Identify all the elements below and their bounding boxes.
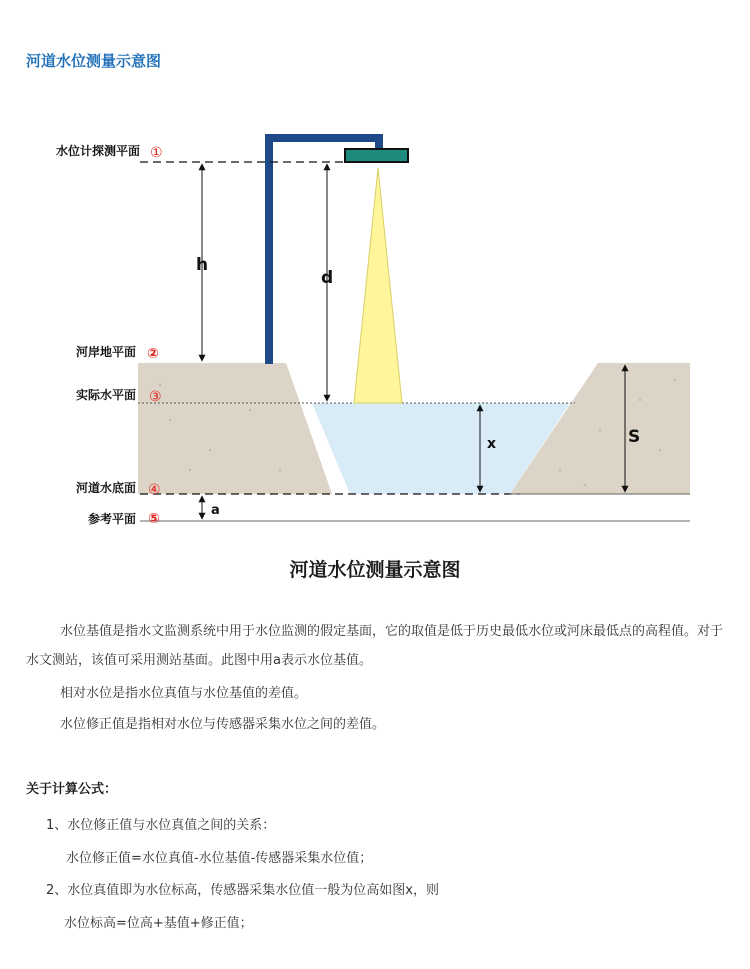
level-num-bank: ②: [147, 346, 159, 362]
paragraph-correction-value: 水位修正值是指相对水位与传感器采集水位之间的差值。: [60, 717, 386, 732]
water-level-sensor: [345, 149, 408, 162]
level-num-reference: ⑤: [148, 511, 160, 527]
level-label-bed: 河道水底面: [75, 481, 136, 495]
level-label-reference: 参考平面: [87, 512, 136, 526]
h-label: h: [196, 255, 209, 275]
a-label: a: [211, 503, 220, 518]
level-label-sensor: 水位计探测平面: [55, 144, 140, 158]
formula-item-1-equation: 水位修正值=水位真值-水位基值-传感器采集水位值；: [66, 851, 373, 866]
paragraph-base-value: 水位基值是指水文监测系统中用于水位监测的假定基面，它的取值是低于历史最低水位或河床最低点的高程值。对于水文测站，该值可采用测站基面。此图中用a表示水位基值。: [26, 624, 724, 668]
sensor-beam: [354, 168, 402, 403]
left-riverbank: [138, 363, 332, 494]
diagram-caption: 河道水位测量示意图: [289, 559, 461, 581]
s-label: S: [628, 427, 641, 447]
sensor-mount: [375, 134, 383, 150]
d-label: d: [321, 268, 334, 288]
x-label: x: [487, 436, 497, 452]
formula-item-2-equation: 水位标高=位高+基值+修正值；: [64, 916, 253, 931]
level-label-water: 实际水平面: [75, 388, 136, 402]
level-num-water: ③: [149, 389, 162, 405]
river-level-diagram: [0, 120, 750, 530]
level-num-bed: ④: [148, 482, 161, 498]
sensor-pole: [265, 134, 273, 364]
sensor-arm: [265, 134, 383, 142]
page-title: 河道水位测量示意图: [26, 52, 162, 70]
paragraph-relative-level: 相对水位是指水位真值与水位基值的差值。: [60, 686, 308, 701]
level-num-sensor: ①: [150, 145, 163, 161]
formula-item-2: 2、水位真值即为水位标高，传感器采集水位值一般为位高如图x，则: [46, 883, 439, 898]
formula-heading: 关于计算公式：: [26, 782, 118, 797]
level-label-bank: 河岸地平面: [75, 345, 136, 359]
formula-item-1: 1、水位修正值与水位真值之间的关系：: [46, 818, 276, 833]
